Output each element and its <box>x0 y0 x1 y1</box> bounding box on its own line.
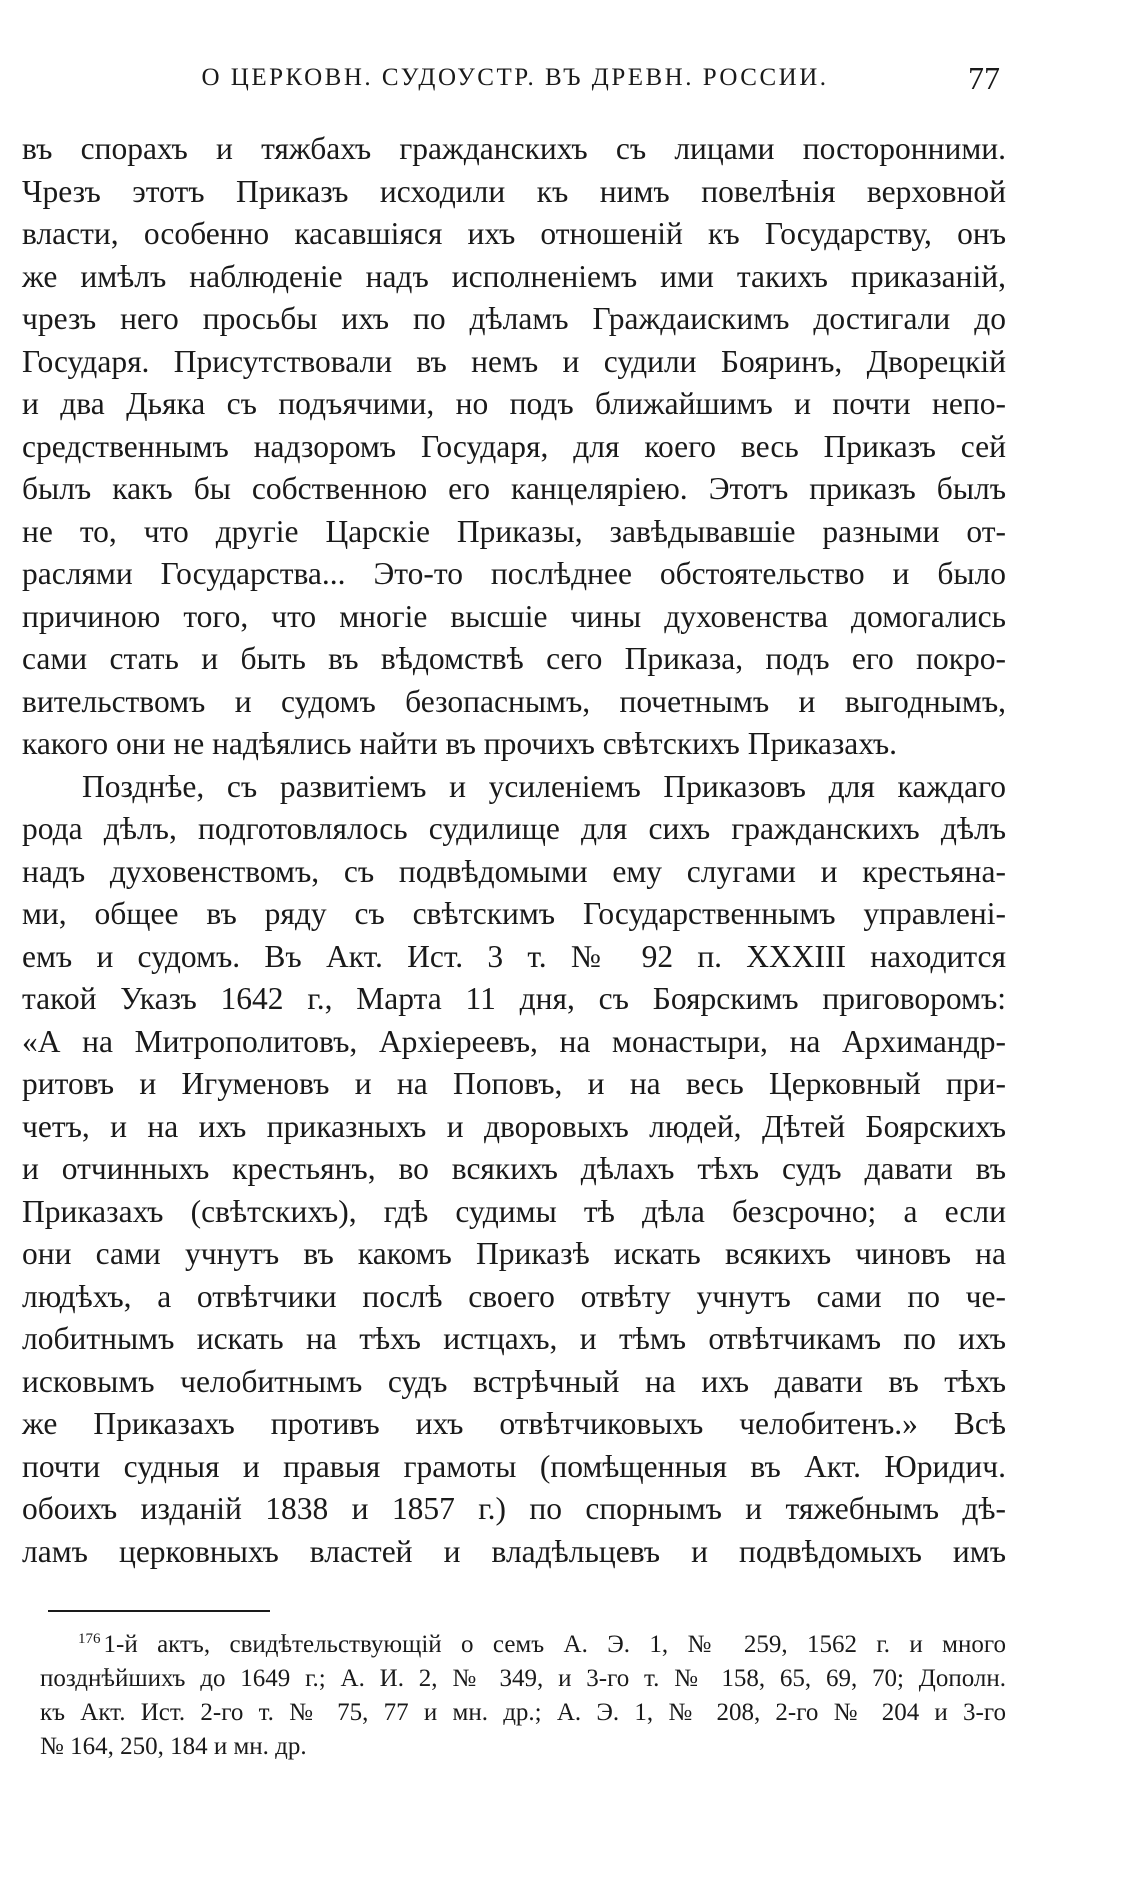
running-title: О ЦЕРКОВН. СУДОУСТР. ВЪ ДРЕВН. РОССИИ. <box>201 64 829 91</box>
text-line: раслями Государства... Это-то послѣднее обстоятельство и было <box>22 556 1006 591</box>
text-line: же имѣлъ наблюденіе надъ исполненіемъ ими такихъ приказаній, <box>22 258 1006 294</box>
text-line: емъ и судомъ. Въ Акт. Ист. 3 т. № 92 п. XXXIII находится <box>22 938 1006 974</box>
footnotes <box>40 1628 1006 1764</box>
text-line: лобитнымъ искать на тѣхъ истцахъ, и тѣмъ отвѣтчикамъ по ихъ <box>22 1321 1006 1356</box>
text-line: ритовъ и Игуменовъ и на Поповъ, и на весь Церковный при- <box>22 1066 1006 1101</box>
text-line: обоихъ изданій 1838 и 1857 г.) по спорнымъ и тяжебнымъ дѣ- <box>22 1491 1006 1526</box>
text-line: не то, что другіе Царскіе Приказы, завѣдывавшіе разными от- <box>22 513 1006 549</box>
footnote-line <box>40 1628 1006 1662</box>
footnote-line: № 164, 250, 184 и мн. др. <box>40 1733 307 1760</box>
text-line: средственнымъ надзоромъ Государя, для коего весь Приказъ сей <box>22 428 1006 464</box>
text-line: причиною того, что многіе высшіе чины духовенства домогались <box>22 598 1006 634</box>
text-line: «А на Митрополитовъ, Архіереевъ, на монастыри, на Архимандр- <box>22 1023 1006 1059</box>
text-line: въ спорахъ и тяжбахъ гражданскихъ съ лицами посторонними. <box>22 131 1006 166</box>
footnote-text: 1-й актъ, свидѣтельствующій о семъ А. Э. 1, № 259, 1562 г. и много <box>103 1631 1006 1658</box>
page-number: 77 <box>968 60 1000 96</box>
text-line: былъ какъ бы собственною его канцеляріею. Этотъ приказъ былъ <box>22 471 1006 506</box>
footnote-divider <box>48 1610 270 1612</box>
text-line: людѣхъ, а отвѣтчики послѣ своего отвѣту учнутъ сами по че- <box>22 1278 1006 1314</box>
footnote-line: позднѣйшихъ до 1649 г.; А. И. 2, № 349, и 3-го т. № 158, 65, 69, 70; Дополн. <box>40 1665 1006 1692</box>
footnote-marker: 176 <box>78 1630 101 1647</box>
text-line: сами стать и быть въ вѣдомствѣ сего Приказа, подъ его покро- <box>22 641 1006 676</box>
text-line: ми, общее въ ряду съ свѣтскимъ Государственнымъ управленi- <box>22 896 1006 931</box>
text-line: ламъ церковныхъ властей и владѣльцевъ и подвѣдомыхъ имъ <box>22 1533 1006 1569</box>
text-line: Приказахъ (свѣтскихъ), гдѣ судимы тѣ дѣла безсрочно; а если <box>22 1193 1006 1229</box>
text-line: и отчинныхъ крестьянъ, во всякихъ дѣлахъ тѣхъ судъ давати въ <box>22 1151 1006 1186</box>
text-line: Чрезъ этотъ Приказъ исходили къ нимъ повелѣнія верховной <box>22 173 1006 209</box>
footnote-line: къ Акт. Ист. 2-го т. № 75, 77 и мн. др.; А. Э. 1, № 208, 2-го № 204 и 3-го <box>40 1699 1006 1726</box>
text-line: почти судныя и правыя грамоты (помѣщенныя въ Акт. Юридич. <box>22 1448 1006 1484</box>
text-line: они сами учнутъ въ какомъ Приказѣ искать всякихъ чиновъ на <box>22 1236 1006 1271</box>
running-head <box>22 58 1008 98</box>
text-line: же Приказахъ противъ ихъ отвѣтчиковыхъ челобитенъ.» Всѣ <box>22 1406 1006 1441</box>
text-line: Государя. Присутствовали въ немъ и судили Бояринъ, Дворецкій <box>22 343 1006 379</box>
paragraph-start-line: Позднѣе, съ развитіемъ и усиленіемъ Приказовъ для каждаго <box>82 768 1006 804</box>
main-text <box>22 128 1006 1573</box>
text-line: рода дѣлъ, подготовлялось судилище для сихъ гражданскихъ дѣлъ <box>22 811 1006 846</box>
text-line: вительствомъ и судомъ безопаснымъ, почетнымъ и выгоднымъ, <box>22 683 1006 719</box>
text-line: такой Указъ 1642 г., Марта 11 дня, съ Боярскимъ приговоромъ: <box>22 981 1006 1016</box>
text-line: и два Дьяка съ подъячими, но подъ ближайшимъ и почти непо- <box>22 386 1006 421</box>
text-line: чрезъ него просьбы ихъ по дѣламъ Граждаискимъ достигали до <box>22 301 1006 336</box>
text-line: надъ духовенствомъ, съ подвѣдомыми ему слугами и крестьяна- <box>22 853 1006 889</box>
text-line: четъ, и на ихъ приказныхъ и дворовыхъ людей, Дѣтей Боярскихъ <box>22 1108 1006 1144</box>
text-line: какого они не надѣялись найти въ прочихъ свѣтскихъ Приказахъ. <box>22 726 898 761</box>
text-line: исковымъ челобитнымъ судъ встрѣчный на ихъ давати въ тѣхъ <box>22 1363 1006 1399</box>
text-line: власти, особенно касавшіяся ихъ отношеній къ Государству, онъ <box>22 216 1006 251</box>
